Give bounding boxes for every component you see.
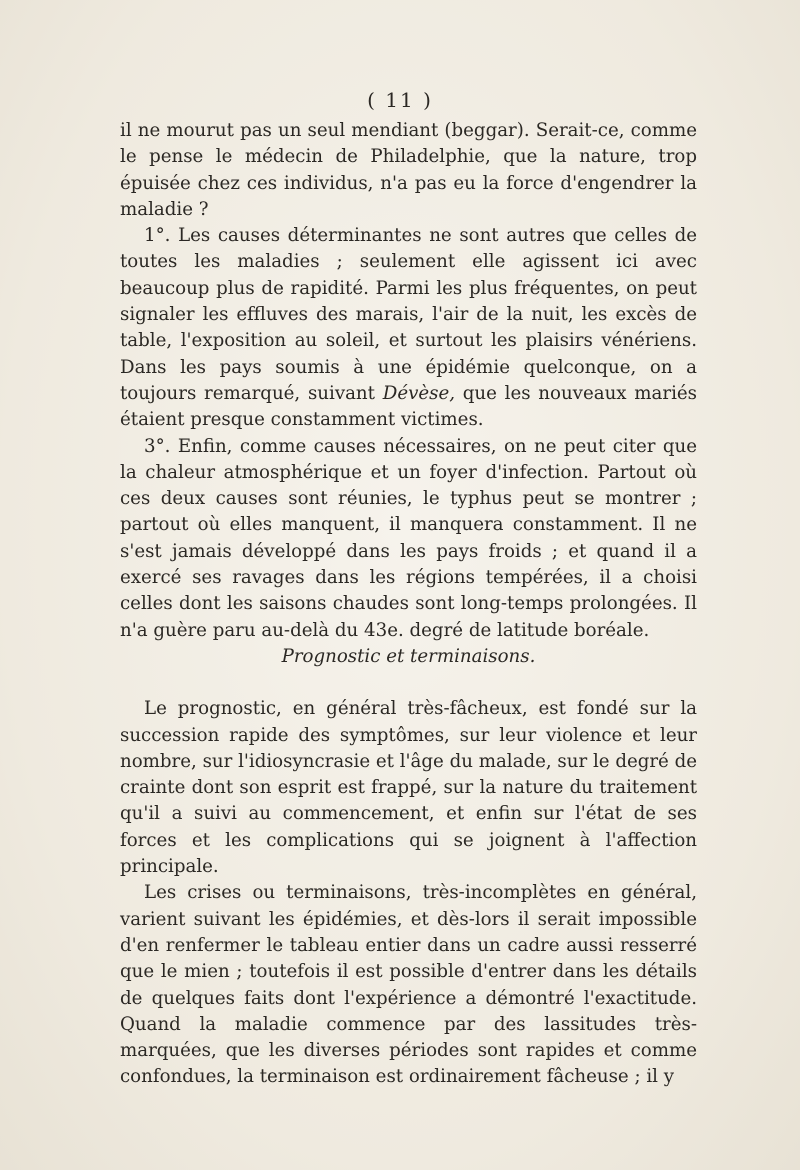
section-heading: Prognostic et terminaisons.	[281, 645, 536, 667]
paragraph-3: 3°. Enfin, comme causes nécessaires, on ne peut citer que la chaleur atmosphérique et un foyer d'infection. Partout où ces deux causes sont réunies, le typhus peut se montrer ; partout où elles manquent, il manquera constamment. Il ne s'est jamais développé dans les pays froids ; et quand il a exercé ses ravages dans les régions tempérées, il a choisi celles dont les saisons chaudes sont long-temps prolongées. Il n'a guère paru au-delà du 43e. degré de latitude boréale.	[120, 435, 697, 641]
cited-author: Dévèse,	[382, 382, 455, 404]
paragraph-5: Les crises ou terminaisons, très-incomplètes en général, varient suivant les épidémies, et dès-lors il serait impossible d'en renfermer le tableau entier dans un cadre aussi resserré que le mien ; toutefois il est possible d'entrer dans les détails de quelques faits dont l'expérience a démontré l'exactitude. Quand la maladie commence par des lassitudes très-marquées, que les diverses périodes sont rapides et comme confondues, la terminaison est ordinairement fâcheuse ; il y	[120, 882, 697, 1088]
paragraph-2-text: 1°. Les causes déterminantes ne sont autres que celles de toutes les maladies ; seulement elle agissent ici avec beaucoup plus de rapidité. Parmi les plus fréquentes, on peut signaler les effluves des marais, l'air de la nuit, les excès de table, l'exposition au soleil, et surtout les plaisirs vénériens. Dans les pays soumis à une épidémie quelconque, on a toujours remarqué, suivant	[120, 225, 697, 404]
spacer	[120, 670, 697, 696]
paragraph-2	[120, 223, 697, 433]
paragraph-1: il ne mourut pas un seul mendiant (beggar). Serait-ce, comme le pense le médecin de Philadelphie, que la nature, trop épuisée chez ces individus, n'a pas eu la force d'engendrer la maladie ?	[120, 120, 697, 220]
paragraph-2-end: que les nouveaux mariés étaient presque constamment victimes.	[120, 382, 697, 431]
paragraph-4: Le prognostic, en général très-fâcheux, est fondé sur la succession rapide des symptômes, sur leur violence et leur nombre, sur l'idiosyncrasie et l'âge du malade, sur le degré de crainte dont son esprit est frappé, sur la nature du traitement qu'il a suivi au commencement, et enfin sur l'état de ses forces et les complications qui se joignent à l'affection principale.	[120, 698, 698, 878]
page-number: ( 11 )	[367, 88, 433, 112]
body-text	[120, 118, 697, 1091]
